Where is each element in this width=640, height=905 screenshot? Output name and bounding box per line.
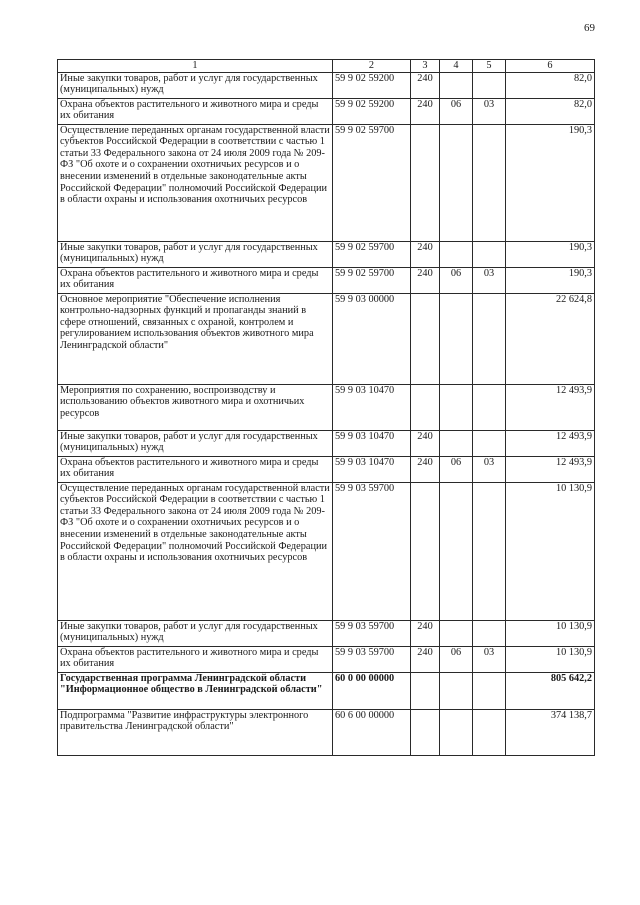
- amount: 10 130,9: [506, 646, 595, 672]
- row-name: Основное мероприятие "Обеспечение исполнения контрольно-надзорных функций и пропаганды знаний в сфере отношений, связанных с охраной, контролем и регулированием использования объектов животного мира Ленинградской области": [58, 293, 333, 384]
- amount: 190,3: [506, 267, 595, 293]
- column-header: 5: [473, 60, 506, 73]
- budget-code: 60 6 00 00000: [333, 709, 411, 755]
- section-code: [440, 672, 473, 709]
- subsection-code: 03: [473, 456, 506, 482]
- subsection-code: [473, 672, 506, 709]
- budget-code: 59 9 03 59700: [333, 646, 411, 672]
- budget-code: 59 9 02 59200: [333, 72, 411, 98]
- table-row: [58, 124, 595, 241]
- column-header: 1: [58, 60, 333, 73]
- budget-code: 59 9 02 59200: [333, 98, 411, 124]
- section-code: 06: [440, 646, 473, 672]
- row-name: Охрана объектов растительного и животного мира и среды их обитания: [58, 267, 333, 293]
- table-row: [58, 672, 595, 709]
- section-code: [440, 482, 473, 620]
- table-row: [58, 456, 595, 482]
- amount: 22 624,8: [506, 293, 595, 384]
- amount: 190,3: [506, 124, 595, 241]
- budget-code: 59 9 03 00000: [333, 293, 411, 384]
- table-row: [58, 293, 595, 384]
- subsection-code: [473, 430, 506, 456]
- table-row: [58, 646, 595, 672]
- section-code: 06: [440, 98, 473, 124]
- row-name: Охрана объектов растительного и животного мира и среды их обитания: [58, 98, 333, 124]
- subsection-code: [473, 482, 506, 620]
- subsection-code: [473, 709, 506, 755]
- section-code: [440, 384, 473, 430]
- amount: 10 130,9: [506, 620, 595, 646]
- amount: 12 493,9: [506, 430, 595, 456]
- budget-code: 60 0 00 00000: [333, 672, 411, 709]
- row-name: Иные закупки товаров, работ и услуг для государственных (муниципальных) нужд: [58, 430, 333, 456]
- row-name: Иные закупки товаров, работ и услуг для государственных (муниципальных) нужд: [58, 72, 333, 98]
- budget-code: 59 9 03 10470: [333, 456, 411, 482]
- section-code: 06: [440, 456, 473, 482]
- table-header-row: [58, 60, 595, 73]
- row-name: Охрана объектов растительного и животного мира и среды их обитания: [58, 646, 333, 672]
- row-name: Иные закупки товаров, работ и услуг для государственных (муниципальных) нужд: [58, 241, 333, 267]
- section-code: 06: [440, 267, 473, 293]
- section-code: [440, 709, 473, 755]
- table-row: [58, 72, 595, 98]
- row-name: Государственная программа Ленинградской области "Информационное общество в Ленинградской области": [58, 672, 333, 709]
- section-code: [440, 124, 473, 241]
- expense-type: [411, 384, 440, 430]
- subsection-code: 03: [473, 646, 506, 672]
- subsection-code: [473, 620, 506, 646]
- subsection-code: 03: [473, 267, 506, 293]
- table-row: [58, 241, 595, 267]
- table-row: [58, 384, 595, 430]
- amount: 12 493,9: [506, 384, 595, 430]
- table-row: [58, 482, 595, 620]
- amount: 190,3: [506, 241, 595, 267]
- section-code: [440, 620, 473, 646]
- amount: 374 138,7: [506, 709, 595, 755]
- budget-code: 59 9 02 59700: [333, 124, 411, 241]
- expense-type: 240: [411, 430, 440, 456]
- row-name: Осуществление переданных органам государственной власти субъектов Российской Федерации в соответствии с частью 1 статьи 33 Федерального закона от 24 июля 2009 года № 209-ФЗ "Об охоте и о сохранении охотничьих ресурсов и о внесении изменений в отдельные законодательные акты Российской Федерации" полномочий Российской Федерации в области охраны и использования охотничьих ресурсов: [58, 124, 333, 241]
- table-row: [58, 620, 595, 646]
- subsection-code: [473, 384, 506, 430]
- budget-code: 59 9 03 59700: [333, 620, 411, 646]
- section-code: [440, 293, 473, 384]
- budget-code: 59 9 02 59700: [333, 241, 411, 267]
- subsection-code: [473, 124, 506, 241]
- column-header: 4: [440, 60, 473, 73]
- row-name: Подпрограмма "Развитие инфраструктуры электронного правительства Ленинградской области": [58, 709, 333, 755]
- amount: 10 130,9: [506, 482, 595, 620]
- expense-type: [411, 124, 440, 241]
- budget-code: 59 9 03 10470: [333, 384, 411, 430]
- section-code: [440, 241, 473, 267]
- amount: 805 642,2: [506, 672, 595, 709]
- table-row: [58, 267, 595, 293]
- subsection-code: [473, 72, 506, 98]
- budget-code: 59 9 02 59700: [333, 267, 411, 293]
- expense-type: [411, 709, 440, 755]
- expense-type: 240: [411, 98, 440, 124]
- section-code: [440, 430, 473, 456]
- row-name: Мероприятия по сохранению, воспроизводству и использованию объектов животного мира и охотничьих ресурсов: [58, 384, 333, 430]
- expense-type: 240: [411, 456, 440, 482]
- table-row: [58, 709, 595, 755]
- expense-type: 240: [411, 72, 440, 98]
- section-code: [440, 72, 473, 98]
- column-header: 6: [506, 60, 595, 73]
- subsection-code: [473, 241, 506, 267]
- row-name: Осуществление переданных органам государственной власти субъектов Российской Федерации в соответствии с частью 1 статьи 33 Федерального закона от 24 июля 2009 года № 209-ФЗ "Об охоте и о сохранении охотничьих ресурсов и о внесении изменений в отдельные законодательные акты Российской Федерации" полномочий Российской Федерации в области охраны и использования охотничьих ресурсов: [58, 482, 333, 620]
- column-header: 3: [411, 60, 440, 73]
- table-row: [58, 430, 595, 456]
- budget-code: 59 9 03 10470: [333, 430, 411, 456]
- subsection-code: [473, 293, 506, 384]
- amount: 82,0: [506, 98, 595, 124]
- row-name: Охрана объектов растительного и животного мира и среды их обитания: [58, 456, 333, 482]
- column-header: 2: [333, 60, 411, 73]
- expense-type: 240: [411, 241, 440, 267]
- expense-type: 240: [411, 267, 440, 293]
- expense-type: 240: [411, 620, 440, 646]
- subsection-code: 03: [473, 98, 506, 124]
- budget-code: 59 9 03 59700: [333, 482, 411, 620]
- row-name: Иные закупки товаров, работ и услуг для государственных (муниципальных) нужд: [58, 620, 333, 646]
- amount: 12 493,9: [506, 456, 595, 482]
- expense-type: 240: [411, 646, 440, 672]
- expense-type: [411, 672, 440, 709]
- expense-type: [411, 293, 440, 384]
- budget-table: [57, 59, 595, 756]
- amount: 82,0: [506, 72, 595, 98]
- table-row: [58, 98, 595, 124]
- page-number: 69: [584, 22, 595, 34]
- expense-type: [411, 482, 440, 620]
